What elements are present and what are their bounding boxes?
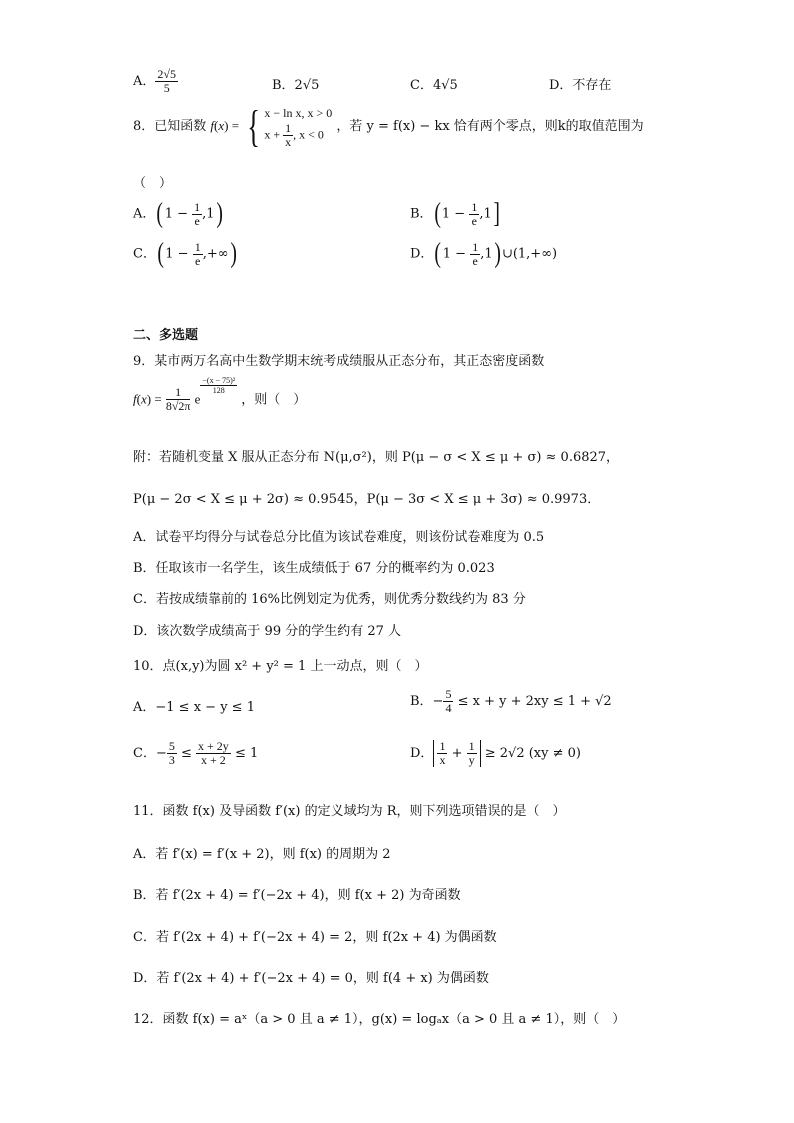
q10-stem: 10．点(x,y)为圆 x² + y² = 1 上一动点，则（ ） bbox=[133, 659, 428, 674]
q10-option-c: C．− $\frac{5}{3}$ ≤ $\frac{x + 2y}{x + 2}$ ≤ 1 bbox=[133, 739, 259, 767]
q7-option-b: B．2√5 bbox=[272, 78, 320, 93]
q9-option-d: D．该次数学成绩高于 99 分的学生约有 27 人 bbox=[133, 624, 402, 639]
q9-note-2: P(μ − 2σ < X ≤ μ + 2σ) ≈ 0.9545，P(μ − 3σ < X ≤ μ + 3σ) ≈ 0.9973． bbox=[133, 492, 601, 507]
q11-option-c: C．若 f′(2x + 4) + f′(−2x + 4) = 2，则 f(2x + 4) 为偶函数 bbox=[133, 930, 497, 945]
q11-stem: 11．函数 f(x) 及导函数 f′(x) 的定义域均为 R，则下列选项错误的是（ ） bbox=[133, 804, 566, 819]
q11-option-b: B．若 f′(2x + 4) = f′(−2x + 4)，则 f(x + 2) 为奇函数 bbox=[133, 888, 461, 903]
q8-option-d: D．(1 − $\frac{1}{e}$ ,1)∪(1,+∞) bbox=[410, 238, 558, 269]
q9-density-formula: f(x) = $\frac{1}{8√2\pi}$ e $^{\frac{\text{−(x − 75)²}}{128}}$ ，则（ ） bbox=[133, 376, 307, 414]
q11-option-a: A．若 f′(x) = f′(x + 2)，则 f(x) 的周期为 2 bbox=[133, 847, 391, 862]
q7-option-d: D．不存在 bbox=[549, 78, 612, 93]
q8-stem: 8．已知函数 f(x) = { x − ln x, x > 0 x + $\frac{1}{x}$ , x < 0 ，若 y = f(x) − kx 恰有两个零点，则k的取值范围为 bbox=[133, 101, 644, 151]
q9-option-c: C．若按成绩靠前的 16%比例划定为优秀，则优秀分数线约为 83 分 bbox=[133, 592, 526, 607]
q9-option-b: B．任取该市一名学生，该生成绩低于 67 分的概率约为 0.023 bbox=[133, 561, 495, 576]
q8-case-1: x − ln x, x > 0 bbox=[264, 106, 333, 120]
q12-stem: 12．函数 f(x) = aˣ（a > 0 且 a ≠ 1），g(x) = logₐx（a > 0 且 a ≠ 1），则（ ） bbox=[133, 1012, 626, 1027]
q8-option-b: B．(1 − $\frac{1}{e}$ ,1] bbox=[410, 198, 500, 229]
q8-option-a: A．(1 − $\frac{1}{e}$ ,1) bbox=[133, 198, 223, 229]
q8-option-c: C．(1 − $\frac{1}{e}$ ,+∞) bbox=[133, 238, 237, 269]
q8-blank: （ ） bbox=[133, 176, 173, 191]
q7-option-a: A． $\frac{2√5}{5}$ bbox=[133, 67, 176, 95]
q11-option-d: D．若 f′(2x + 4) + f′(−2x + 4) = 0，则 f(4 + x) 为偶函数 bbox=[133, 971, 489, 986]
q9-note-1: 附：若随机变量 X 服从正态分布 N(μ,σ²)，则 P(μ − σ < X ≤ μ + σ) ≈ 0.6827， bbox=[133, 450, 620, 465]
q7-option-c: C．4√5 bbox=[410, 78, 458, 93]
q9-stem: 9．某市两万名高中生数学期末统考成绩服从正态分布，其正态密度函数 bbox=[133, 354, 545, 369]
q10-option-b: B．− $\frac{5}{4}$ ≤ x + y + 2xy ≤ 1 + √2 bbox=[410, 687, 612, 715]
section-title-multiple-choice: 二、多选题 bbox=[133, 328, 199, 343]
q10-option-a: A．−1 ≤ x − y ≤ 1 bbox=[133, 700, 255, 715]
q9-option-a: A．试卷平均得分与试卷总分比值为该试卷难度，则该份试卷难度为 0.5 bbox=[133, 530, 545, 545]
q10-option-d: D． $\frac{1}{x}$ + $\frac{1}{y}$ ≥ 2√2 (xy ≠ 0) bbox=[410, 739, 581, 767]
